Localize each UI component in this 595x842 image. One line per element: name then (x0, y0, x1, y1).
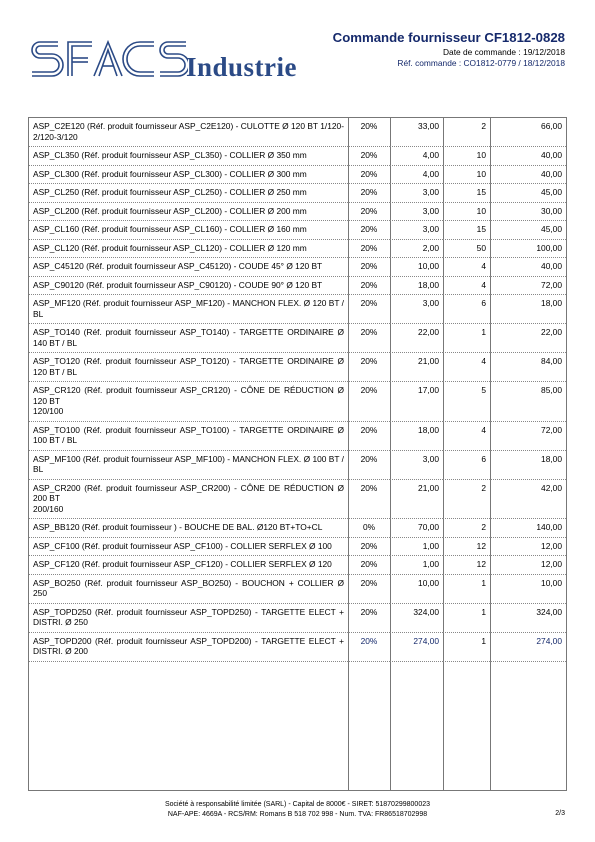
line-quantity: 50 (443, 239, 490, 258)
line-vat-rate: 20% (348, 202, 390, 221)
line-vat-rate: 20% (348, 556, 390, 575)
line-total: 12,00 (490, 537, 566, 556)
table-row (29, 324, 566, 353)
line-quantity: 5 (443, 382, 490, 422)
line-vat-rate: 20% (348, 632, 390, 661)
line-description: ASP_TO100 (Réf. produit fournisseur ASP_TO100) - TARGETTE ORDINAIRE Ø 100 BT / BL (29, 421, 348, 450)
line-quantity: 1 (443, 324, 490, 353)
line-description: ASP_C2E120 (Réf. produit fournisseur ASP_C2E120) - CULOTTE Ø 120 BT 1/120-2/120-3/120 (29, 118, 348, 147)
order-lines (29, 118, 566, 662)
line-total: 22,00 (490, 324, 566, 353)
line-unit-price: 3,00 (390, 202, 443, 221)
line-unit-price: 2,00 (390, 239, 443, 258)
line-total: 140,00 (490, 519, 566, 538)
line-total: 10,00 (490, 574, 566, 603)
table-row (29, 295, 566, 324)
line-quantity: 10 (443, 147, 490, 166)
line-description: ASP_BB120 (Réf. produit fournisseur ) - BOUCHE DE BAL. Ø120 BT+TO+CL (29, 519, 348, 538)
line-description: ASP_CL120 (Réf. produit fournisseur ASP_CL120) - COLLIER Ø 120 mm (29, 239, 348, 258)
line-description: ASP_C45120 (Réf. produit fournisseur ASP_C45120) - COUDE 45° Ø 120 BT (29, 258, 348, 277)
line-description: ASP_TO120 (Réf. produit fournisseur ASP_TO120) - TARGETTE ORDINAIRE Ø 120 BT / BL (29, 353, 348, 382)
line-vat-rate: 20% (348, 118, 390, 147)
line-description: ASP_CL250 (Réf. produit fournisseur ASP_CL250) - COLLIER Ø 250 mm (29, 184, 348, 203)
table-row (29, 353, 566, 382)
line-quantity: 4 (443, 276, 490, 295)
line-unit-price: 3,00 (390, 295, 443, 324)
line-quantity: 6 (443, 450, 490, 479)
line-description: ASP_TOPD250 (Réf. produit fournisseur ASP_TOPD250) - TARGETTE ELECT + DISTRI. Ø 250 (29, 603, 348, 632)
table-row (29, 421, 566, 450)
line-unit-price: 1,00 (390, 537, 443, 556)
table-row (29, 632, 566, 661)
footer-legal-line-1: Société à responsabilité limitée (SARL) - Capital de 8000€ - SIRET: 51870299800023 (165, 801, 430, 808)
line-description: ASP_BO250 (Réf. produit fournisseur ASP_BO250) - BOUCHON + COLLIER Ø 250 (29, 574, 348, 603)
line-description: ASP_MF120 (Réf. produit fournisseur ASP_MF120) - MANCHON FLEX. Ø 120 BT / BL (29, 295, 348, 324)
line-description: ASP_CR200 (Réf. produit fournisseur ASP_CR200) - CÔNE DE RÉDUCTION Ø 200 BT 200/160 (29, 479, 348, 519)
line-total: 42,00 (490, 479, 566, 519)
line-quantity: 2 (443, 118, 490, 147)
line-vat-rate: 20% (348, 239, 390, 258)
table-row (29, 276, 566, 295)
line-description: ASP_CR120 (Réf. produit fournisseur ASP_CR120) - CÔNE DE RÉDUCTION Ø 120 BT 120/100 (29, 382, 348, 422)
line-quantity: 1 (443, 603, 490, 632)
line-unit-price: 4,00 (390, 165, 443, 184)
sfacs-logo-mark (28, 36, 188, 86)
line-vat-rate: 20% (348, 276, 390, 295)
line-description: ASP_CL200 (Réf. produit fournisseur ASP_CL200) - COLLIER Ø 200 mm (29, 202, 348, 221)
line-total: 18,00 (490, 450, 566, 479)
line-total: 84,00 (490, 353, 566, 382)
line-unit-price: 18,00 (390, 421, 443, 450)
table-row (29, 165, 566, 184)
line-total: 30,00 (490, 202, 566, 221)
line-total: 45,00 (490, 184, 566, 203)
line-unit-price: 10,00 (390, 258, 443, 277)
line-unit-price: 3,00 (390, 221, 443, 240)
line-vat-rate: 20% (348, 382, 390, 422)
line-total: 100,00 (490, 239, 566, 258)
line-unit-price: 324,00 (390, 603, 443, 632)
line-vat-rate: 20% (348, 479, 390, 519)
line-description: ASP_C90120 (Réf. produit fournisseur ASP_C90120) - COUDE 90° Ø 120 BT (29, 276, 348, 295)
line-vat-rate: 20% (348, 450, 390, 479)
line-total: 274,00 (490, 632, 566, 661)
footer-legal-line-2: NAF-APE: 4669A - RCS/RM: Romans B 518 702 998 - Num. TVA: FR86518702998 (167, 811, 428, 818)
line-description: ASP_CL350 (Réf. produit fournisseur ASP_CL350) - COLLIER Ø 350 mm (29, 147, 348, 166)
line-total: 72,00 (490, 421, 566, 450)
line-quantity: 10 (443, 165, 490, 184)
line-description: ASP_TO140 (Réf. produit fournisseur ASP_TO140) - TARGETTE ORDINAIRE Ø 140 BT / BL (29, 324, 348, 353)
table-row (29, 202, 566, 221)
line-quantity: 10 (443, 202, 490, 221)
table-row (29, 147, 566, 166)
line-total: 85,00 (490, 382, 566, 422)
line-vat-rate: 20% (348, 353, 390, 382)
table-row (29, 479, 566, 519)
line-description: ASP_MF100 (Réf. produit fournisseur ASP_MF100) - MANCHON FLEX. Ø 100 BT / BL (29, 450, 348, 479)
line-unit-price: 17,00 (390, 382, 443, 422)
line-unit-price: 10,00 (390, 574, 443, 603)
line-total: 40,00 (490, 258, 566, 277)
line-unit-price: 21,00 (390, 479, 443, 519)
table-row (29, 450, 566, 479)
logo-industrie-text: Industrie (186, 52, 298, 82)
line-quantity: 4 (443, 353, 490, 382)
page-footer (0, 800, 595, 820)
table-row (29, 537, 566, 556)
line-unit-price: 3,00 (390, 450, 443, 479)
line-unit-price: 70,00 (390, 519, 443, 538)
table-row (29, 603, 566, 632)
line-quantity: 2 (443, 519, 490, 538)
line-vat-rate: 20% (348, 574, 390, 603)
line-description: ASP_CF100 (Réf. produit fournisseur ASP_CF100) - COLLIER SERFLEX Ø 100 (29, 537, 348, 556)
line-vat-rate: 20% (348, 147, 390, 166)
line-quantity: 6 (443, 295, 490, 324)
document-header (333, 30, 565, 69)
line-unit-price: 274,00 (390, 632, 443, 661)
line-unit-price: 18,00 (390, 276, 443, 295)
line-quantity: 1 (443, 632, 490, 661)
table-row (29, 382, 566, 422)
line-total: 40,00 (490, 165, 566, 184)
table-row (29, 184, 566, 203)
line-description: ASP_CF120 (Réf. produit fournisseur ASP_CF120) - COLLIER SERFLEX Ø 120 (29, 556, 348, 575)
line-vat-rate: 20% (348, 258, 390, 277)
line-vat-rate: 0% (348, 519, 390, 538)
line-vat-rate: 20% (348, 221, 390, 240)
table-row (29, 221, 566, 240)
line-vat-rate: 20% (348, 537, 390, 556)
company-logo (28, 36, 318, 86)
page-number: 2/3 (555, 810, 565, 817)
line-description: ASP_TOPD200 (Réf. produit fournisseur ASP_TOPD200) - TARGETTE ELECT + DISTRI. Ø 200 (29, 632, 348, 661)
line-total: 18,00 (490, 295, 566, 324)
line-quantity: 1 (443, 574, 490, 603)
line-vat-rate: 20% (348, 324, 390, 353)
line-vat-rate: 20% (348, 165, 390, 184)
line-quantity: 12 (443, 537, 490, 556)
order-date: Date de commande : 19/12/2018 (443, 47, 565, 57)
line-unit-price: 21,00 (390, 353, 443, 382)
order-reference: Réf. commande : CO1812-0779 / 18/12/2018 (397, 58, 565, 68)
table-row (29, 574, 566, 603)
line-vat-rate: 20% (348, 421, 390, 450)
line-description: ASP_CL160 (Réf. produit fournisseur ASP_CL160) - COLLIER Ø 160 mm (29, 221, 348, 240)
line-unit-price: 3,00 (390, 184, 443, 203)
line-total: 40,00 (490, 147, 566, 166)
table-row (29, 118, 566, 147)
line-total: 324,00 (490, 603, 566, 632)
table-row (29, 519, 566, 538)
line-total: 66,00 (490, 118, 566, 147)
line-quantity: 4 (443, 421, 490, 450)
document-title: Commande fournisseur CF1812-0828 (332, 30, 565, 45)
line-vat-rate: 20% (348, 603, 390, 632)
line-quantity: 2 (443, 479, 490, 519)
line-quantity: 15 (443, 184, 490, 203)
line-unit-price: 33,00 (390, 118, 443, 147)
line-unit-price: 1,00 (390, 556, 443, 575)
table-row (29, 239, 566, 258)
table-row (29, 556, 566, 575)
line-unit-price: 22,00 (390, 324, 443, 353)
line-quantity: 15 (443, 221, 490, 240)
line-vat-rate: 20% (348, 295, 390, 324)
table-row (29, 258, 566, 277)
order-lines-table (28, 117, 567, 791)
line-unit-price: 4,00 (390, 147, 443, 166)
line-vat-rate: 20% (348, 184, 390, 203)
line-total: 72,00 (490, 276, 566, 295)
line-quantity: 4 (443, 258, 490, 277)
line-total: 45,00 (490, 221, 566, 240)
line-total: 12,00 (490, 556, 566, 575)
line-description: ASP_CL300 (Réf. produit fournisseur ASP_CL300) - COLLIER Ø 300 mm (29, 165, 348, 184)
line-quantity: 12 (443, 556, 490, 575)
